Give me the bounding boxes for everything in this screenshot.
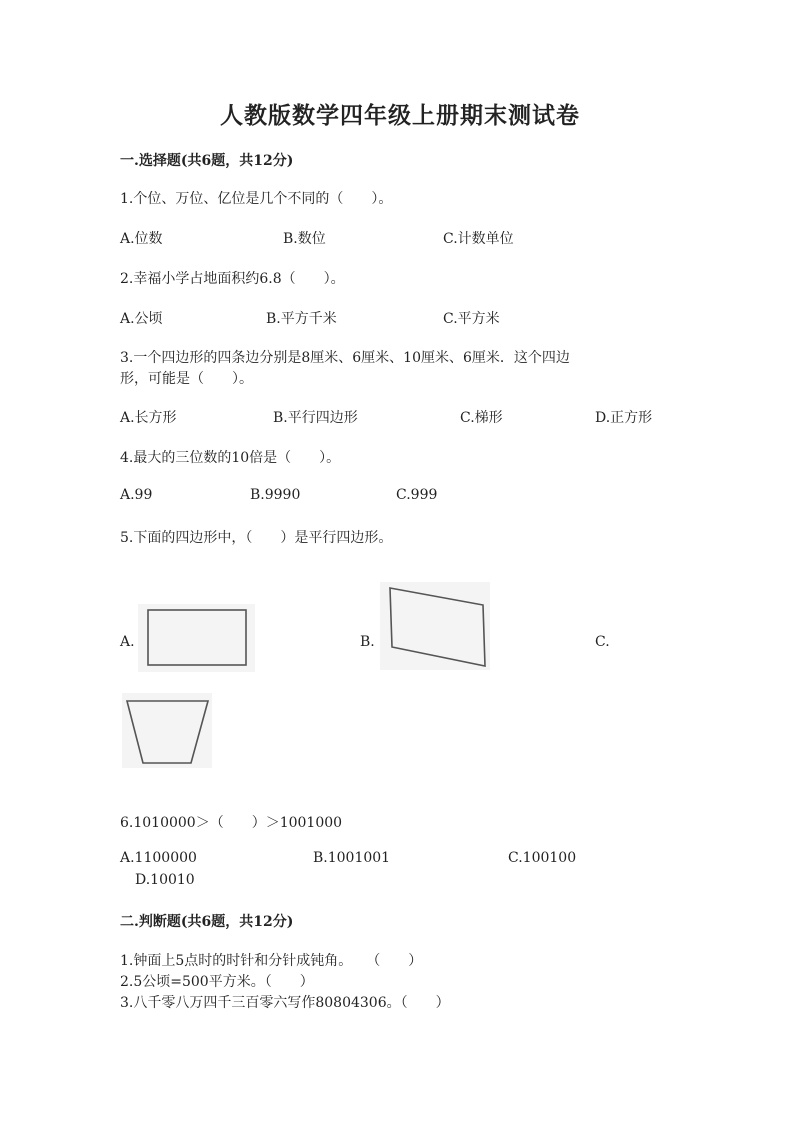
question-3-line-2: 形，可能是（ ）。 <box>120 371 253 387</box>
section-heading-choice: 一.选择题(共6题，共12分) <box>120 153 294 169</box>
q4-option-c: C.999 <box>396 487 438 503</box>
q3-option-b: B.平行四边形 <box>273 410 358 426</box>
judgment-item-3: 3.八千零八万四千三百零六写作80804306。（ ） <box>120 995 450 1011</box>
trapezoid-figure <box>122 693 212 768</box>
q3-option-c: C.梯形 <box>460 410 503 426</box>
judgment-item-1: 1.钟面上5点时的时针和分针成钝角。 （ ） <box>120 953 423 969</box>
q6-option-c: C.100100 <box>508 850 577 866</box>
parallelogram-figure <box>380 582 490 670</box>
q3-option-a: A.长方形 <box>120 410 177 426</box>
q5-option-b-label: B. <box>360 634 375 650</box>
judgment-item-2: 2.5公顷=500平方米。（ ） <box>120 974 314 990</box>
q6-option-d: D.10010 <box>135 872 195 888</box>
q2-option-a: A.公顷 <box>120 311 163 327</box>
question-1: 1.个位、万位、亿位是几个不同的（ ）。 <box>120 191 393 207</box>
q3-option-d: D.正方形 <box>595 410 653 426</box>
rectangle-figure <box>138 604 255 672</box>
q1-option-c: C.计数单位 <box>443 231 514 247</box>
q4-option-b: B.9990 <box>250 487 301 503</box>
q5-option-a-label: A. <box>120 634 135 650</box>
q5-option-c-label: C. <box>595 634 610 650</box>
q4-option-a: A.99 <box>120 487 153 503</box>
question-6: 6.1010000＞（ ）＞1001000 <box>120 815 343 831</box>
q6-option-a: A.1100000 <box>120 850 197 866</box>
q1-option-a: A.位数 <box>120 231 163 247</box>
question-4: 4.最大的三位数的10倍是（ ）。 <box>120 450 341 466</box>
q1-option-b: B.数位 <box>283 231 326 247</box>
q2-option-b: B.平方千米 <box>266 311 337 327</box>
page-title: 人教版数学四年级上册期末测试卷 <box>220 102 580 129</box>
q2-option-c: C.平方米 <box>443 311 500 327</box>
question-3-line-1: 3.一个四边形的四条边分别是8厘米、6厘米、10厘米、6厘米．这个四边 <box>120 350 570 366</box>
question-2: 2.幸福小学占地面积约6.8（ ）。 <box>120 271 345 287</box>
section-heading-judgment: 二.判断题(共6题，共12分) <box>120 914 294 930</box>
q6-option-b: B.1001001 <box>313 850 391 866</box>
question-5: 5.下面的四边形中，（ ）是平行四边形。 <box>120 530 393 546</box>
